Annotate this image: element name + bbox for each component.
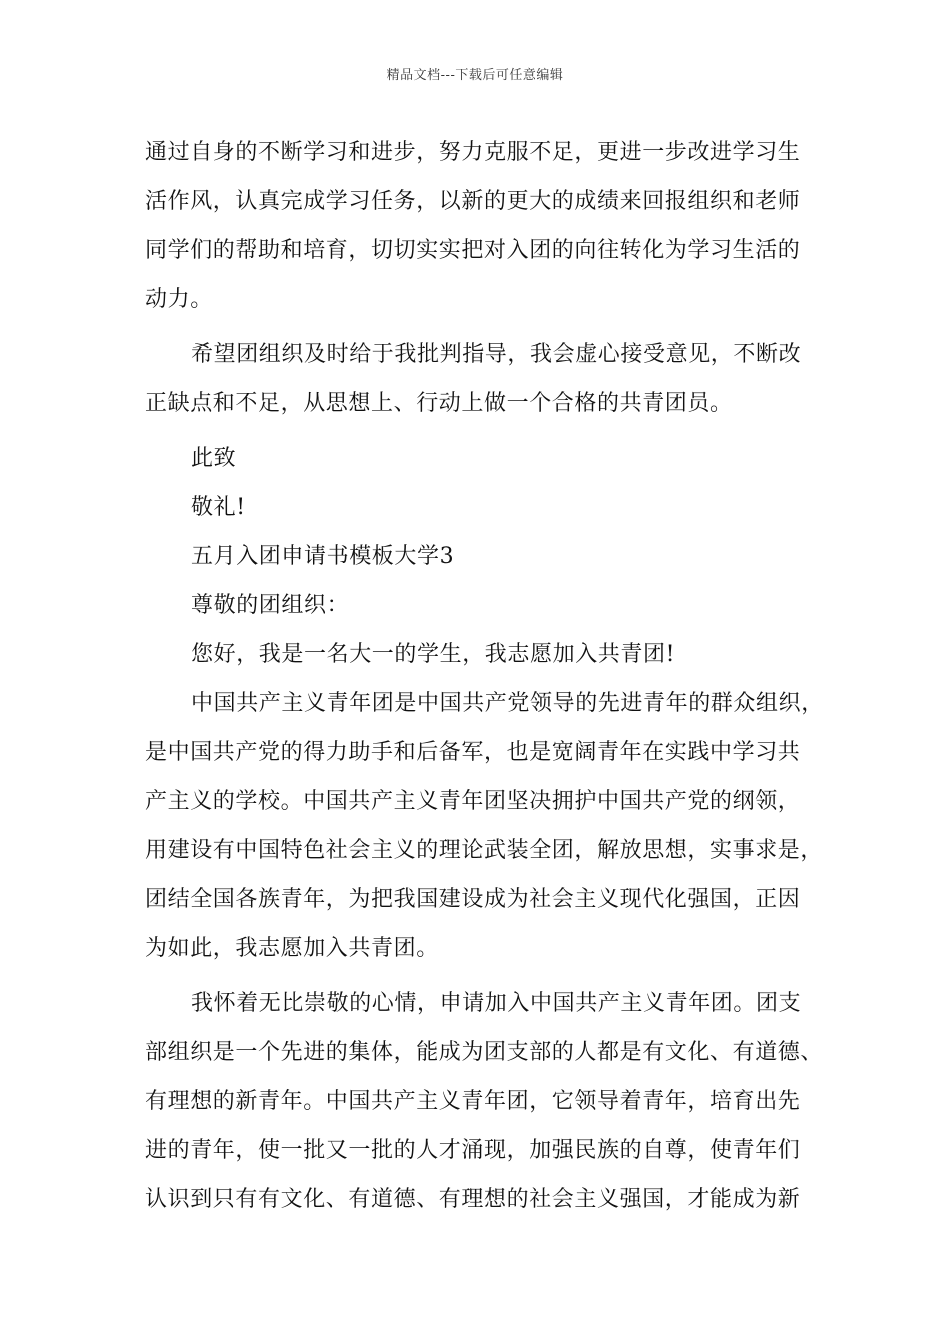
text-line: 我怀着无比崇敬的心情，申请加入中国共产主义青年团。团支 <box>191 991 802 1016</box>
text-line: 为如此，我志愿加入共青团。 <box>145 936 439 961</box>
text-line: 有理想的新青年。中国共产主义青年团，它领导着青年，培育出先 <box>145 1089 801 1114</box>
text-line: 产主义的学校。中国共产主义青年团坚决拥护中国共产党的纲领， <box>145 789 801 814</box>
page-header: 精品文档---下载后可任意编辑 <box>386 68 564 83</box>
text-line: 正缺点和不足，从思想上、行动上做一个合格的共青团员。 <box>145 391 733 416</box>
text-line: 认识到只有有文化、有道德、有理想的社会主义强国，才能成为新 <box>145 1187 801 1212</box>
text-line: 是中国共产党的得力助手和后备军，也是宽阔青年在实践中学习共 <box>145 740 801 765</box>
text-line: 动力。 <box>145 287 213 312</box>
text-line: 五月入团申请书模板大学3 <box>191 544 455 569</box>
text-line: 此致 <box>191 446 237 471</box>
text-line: 用建设有中国特色社会主义的理论武装全团，解放思想，实事求是， <box>145 838 824 863</box>
text-line: 部组织是一个先进的集体，能成为团支部的人都是有文化、有道德、 <box>145 1040 824 1065</box>
document-body <box>145 128 824 1224</box>
text-line: 进的青年，使一批又一批的人才涌现，加强民族的自尊，使青年们 <box>145 1138 801 1163</box>
text-line: 中国共产主义青年团是中国共产党领导的先进青年的群众组织， <box>191 691 824 716</box>
text-line: 同学们的帮助和培育，切切实实把对入团的向往转化为学习生活的 <box>145 238 801 263</box>
text-line: 您好，我是一名大一的学生，我志愿加入共青团! <box>191 642 676 667</box>
text-line: 团结全国各族青年，为把我国建设成为社会主义现代化强国，正因 <box>145 887 801 912</box>
text-line: 希望团组织及时给于我批判指导，我会虚心接受意见，不断改 <box>191 342 802 367</box>
text-line: 活作风，认真完成学习任务，以新的更大的成绩来回报组织和老师 <box>145 189 801 214</box>
text-line: 敬礼! <box>191 495 246 520</box>
text-line: 通过自身的不断学习和进步，努力克服不足，更进一步改进学习生 <box>145 140 801 165</box>
text-line: 尊敬的团组织： <box>191 593 350 618</box>
